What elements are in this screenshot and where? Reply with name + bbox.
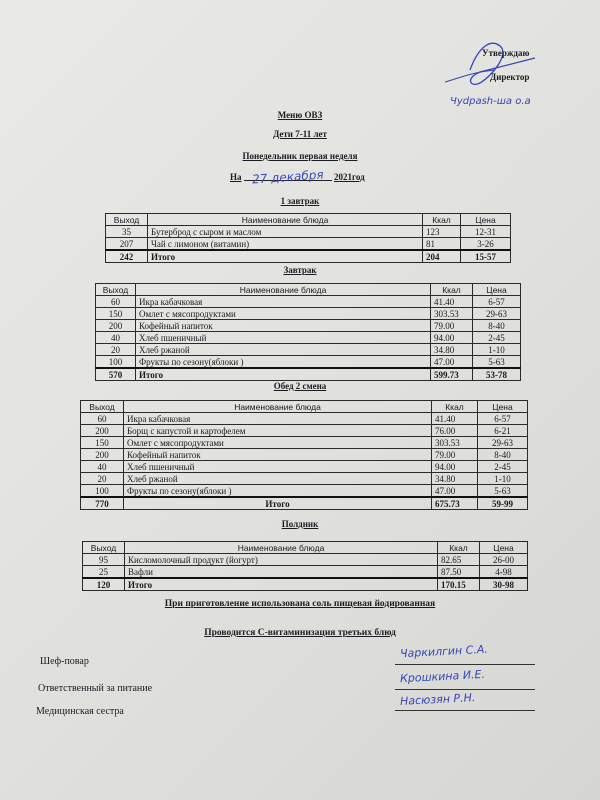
section-title-3: Обед 2 смена [273,381,327,391]
table-row [83,554,528,566]
table-row [96,344,521,356]
cell-output: 150 [81,437,124,449]
table-row [96,296,521,308]
cell-dish: Фрукты по сезону(яблоки ) [124,485,432,498]
cell-output: 200 [96,320,136,332]
cell-output: 150 [96,308,136,320]
col-output: Выход [83,542,125,554]
signature-line-chef [395,664,535,665]
total-row [83,578,528,591]
cell-output: 60 [81,413,124,425]
menu-table-1 [105,213,511,263]
cell-kcal: 47.00 [431,356,473,369]
date-handwritten: 27 декабря [251,167,324,187]
cell-price: 29-63 [473,308,521,320]
cell-dish: Чай с лимоном (витамин) [148,238,423,251]
cell-price: 3-26 [461,238,511,251]
cell-output: 20 [96,344,136,356]
table-header [81,401,528,413]
cell-price: 2-45 [473,332,521,344]
cell-kcal: 79.00 [431,320,473,332]
menu-table-2 [95,283,521,381]
cell-price: 5-63 [478,485,528,498]
table-row [81,425,528,437]
cell-output: 100 [96,356,136,369]
menu-table-4 [82,541,528,591]
col-dish: Наименование блюда [125,542,438,554]
total-label: Итого [136,368,431,381]
col-kcal: Ккал [431,284,473,296]
cell-dish: Омлет с мясопродуктами [136,308,431,320]
table-header [106,214,511,226]
table-row [81,461,528,473]
signature-nurse: Насюзян Р.Н. [399,691,476,708]
cell-dish: Борщ с капустой и картофелем [124,425,432,437]
cell-kcal: 123 [423,226,461,238]
col-dish: Наименование блюда [124,401,432,413]
salt-note: При приготовление использована соль пищевая йодированная [164,599,436,609]
col-dish: Наименование блюда [148,214,423,226]
vitamin-note: Проводится С-витаминизация третьих блюд [204,628,396,638]
date-prefix: На [230,172,242,182]
table-row [106,226,511,238]
table-row [83,566,528,579]
cell-output: 20 [81,473,124,485]
cell-price: 1-10 [473,344,521,356]
cell-kcal: 82.65 [438,554,480,566]
staff-role-responsible: Ответственный за питание [38,683,153,694]
cell-kcal: 47.00 [432,485,478,498]
table-row [81,449,528,461]
cell-price: 12-31 [461,226,511,238]
cell-dish: Икра кабачковая [124,413,432,425]
cell-kcal: 303.53 [432,437,478,449]
col-output: Выход [81,401,124,413]
section-title-1: 1 завтрак [280,196,320,206]
total-price: 30-98 [480,578,528,591]
staff-role-chef: Шеф-повар [40,656,89,667]
total-row [106,250,511,263]
cell-price: 4-98 [480,566,528,579]
table-row [96,356,521,369]
total-price: 15-57 [461,250,511,263]
table-row [81,437,528,449]
cell-dish: Хлеб ржаной [136,344,431,356]
menu-title: Меню ОВЗ [277,110,323,120]
table-row [96,332,521,344]
total-row [96,368,521,381]
table-row [81,485,528,498]
table-row [96,320,521,332]
table-row [81,473,528,485]
cell-price: 6-57 [478,413,528,425]
total-output: 120 [83,578,125,591]
cell-output: 35 [106,226,148,238]
cell-kcal: 79.00 [432,449,478,461]
date-line [230,167,365,187]
cell-dish: Кисломолочный продукт (йогурт) [125,554,438,566]
cell-price: 5-63 [473,356,521,369]
cell-dish: Хлеб пшеничный [124,461,432,473]
date-blank [244,167,332,187]
total-label: Итого [148,250,423,263]
table-row [96,308,521,320]
cell-kcal: 303.53 [431,308,473,320]
cell-price: 6-57 [473,296,521,308]
approve-label: Утверждаю [482,48,530,58]
cell-kcal: 76.00 [432,425,478,437]
signature-line-nurse [395,710,535,711]
cell-output: 95 [83,554,125,566]
total-output: 570 [96,368,136,381]
director-handwriting: Чуdраsh-шa o.a [450,96,531,107]
col-output: Выход [106,214,148,226]
cell-kcal: 41.40 [431,296,473,308]
cell-dish: Икра кабачковая [136,296,431,308]
cell-output: 200 [81,449,124,461]
total-price: 59-99 [478,497,528,510]
cell-kcal: 34.80 [432,473,478,485]
table-row [106,238,511,251]
col-output: Выход [96,284,136,296]
cell-output: 40 [81,461,124,473]
age-group: Дети 7-11 лет [273,129,327,139]
cell-output: 207 [106,238,148,251]
col-kcal: Ккал [423,214,461,226]
cell-kcal: 34.80 [431,344,473,356]
total-output: 242 [106,250,148,263]
cell-output: 200 [81,425,124,437]
cell-dish: Омлет с мясопродуктами [124,437,432,449]
total-kcal: 599.73 [431,368,473,381]
day-label: Понедельник первая неделя [242,151,358,161]
signature-responsible: Крошкина И.Е. [399,667,486,686]
col-price: Цена [478,401,528,413]
cell-price: 8-40 [473,320,521,332]
total-kcal: 204 [423,250,461,263]
cell-kcal: 41.40 [432,413,478,425]
menu-table-3 [80,400,528,510]
cell-dish: Хлеб ржаной [124,473,432,485]
total-label: Итого [124,497,432,510]
cell-price: 1-10 [478,473,528,485]
section-title-2: Завтрак [283,265,317,275]
total-kcal: 675.73 [432,497,478,510]
cell-price: 2-45 [478,461,528,473]
cell-price: 6-21 [478,425,528,437]
total-row [81,497,528,510]
cell-dish: Кофейный напиток [124,449,432,461]
total-kcal: 170.15 [438,578,480,591]
cell-price: 26-00 [480,554,528,566]
cell-kcal: 87.50 [438,566,480,579]
table-row [81,413,528,425]
cell-output: 60 [96,296,136,308]
cell-kcal: 94.00 [431,332,473,344]
col-dish: Наименование блюда [136,284,431,296]
cell-kcal: 81 [423,238,461,251]
total-output: 770 [81,497,124,510]
col-price: Цена [480,542,528,554]
col-price: Цена [473,284,521,296]
cell-dish: Вафли [125,566,438,579]
table-header [96,284,521,296]
cell-dish: Фрукты по сезону(яблоки ) [136,356,431,369]
cell-price: 29-63 [478,437,528,449]
staff-role-nurse: Медицинская сестра [36,706,124,717]
date-year: 2021год [334,172,365,182]
cell-dish: Кофейный напиток [136,320,431,332]
table-header [83,542,528,554]
cell-dish: Бутерброд с сыром и маслом [148,226,423,238]
approval-block [440,28,580,118]
cell-price: 8-40 [478,449,528,461]
cell-output: 25 [83,566,125,579]
cell-kcal: 94.00 [432,461,478,473]
total-label: Итого [125,578,438,591]
signature-line-responsible [395,689,535,690]
cell-output: 40 [96,332,136,344]
cell-dish: Хлеб пшеничный [136,332,431,344]
col-kcal: Ккал [432,401,478,413]
director-label: Директор [490,72,530,82]
signature-chef: Чаркилгин С.А. [399,642,489,661]
col-kcal: Ккал [438,542,480,554]
section-title-4: Полдник [281,519,319,529]
col-price: Цена [461,214,511,226]
total-price: 53-78 [473,368,521,381]
cell-output: 100 [81,485,124,498]
